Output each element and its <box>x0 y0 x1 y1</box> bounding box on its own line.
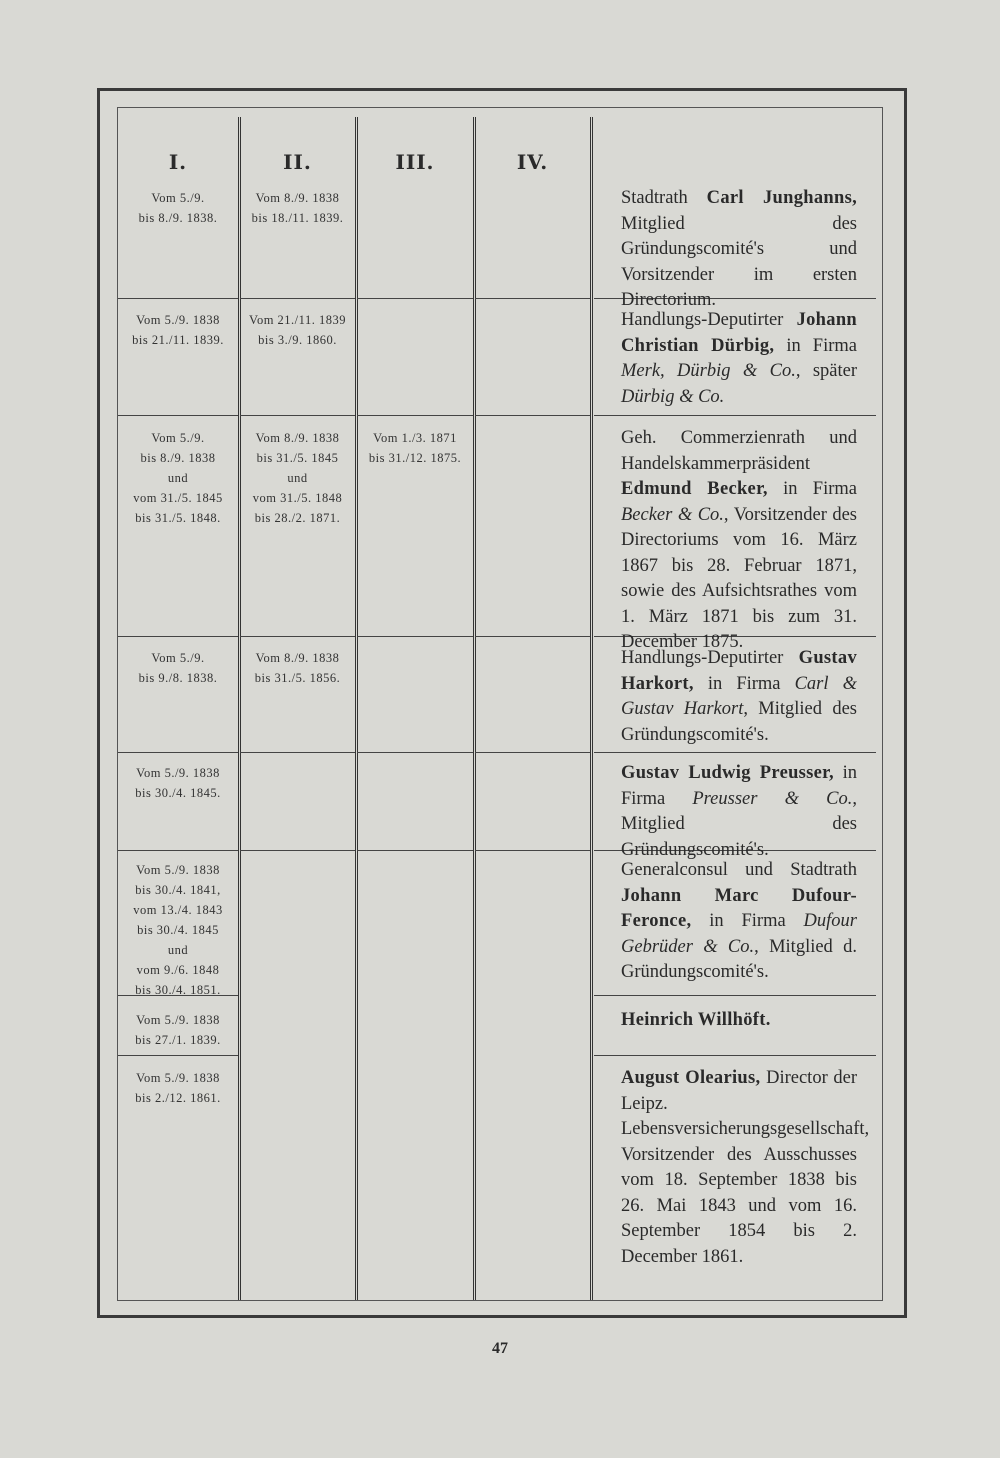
date-cell-col3: Vom 1./3. 1871 bis 31./12. 1875. <box>368 431 462 465</box>
person-description <box>621 761 857 863</box>
row-separator <box>240 850 355 851</box>
row-separator <box>118 636 238 637</box>
date-cell-col1: Vom 5./9. bis 8./9. 1838. <box>138 191 218 225</box>
person-description <box>621 858 857 986</box>
column-header-3: III. <box>395 150 435 174</box>
row-separator <box>357 298 473 299</box>
description-text: Merk, Dürbig & Co. <box>621 361 796 381</box>
date-cell-col1: Vom 5./9. 1838 bis 21./11. 1839. <box>132 313 224 347</box>
description-text: in Firma <box>774 335 857 356</box>
person-description <box>621 186 857 314</box>
person-name: Johann Marc Dufour-Feronce, <box>621 885 857 931</box>
row-separator <box>118 752 238 753</box>
row-separator <box>240 415 355 416</box>
person-name: August Olearius, <box>621 1068 761 1088</box>
column-header-1: I. <box>168 150 188 174</box>
description-text: in Firma <box>621 763 858 809</box>
person-description <box>621 308 857 410</box>
row-separator <box>118 1055 238 1056</box>
person-name: Carl Junghanns, <box>706 188 857 208</box>
date-cell-col1: Vom 5./9. bis 8./9. 1838 und vom 31./5. 1845 bis 31./5. 1848. <box>133 431 223 525</box>
date-cell-col1: Vom 5./9. bis 9./8. 1838. <box>138 651 218 685</box>
description-text: in Firma <box>767 479 857 499</box>
column-rule-3 <box>473 117 476 1300</box>
page-number: 47 <box>492 1340 508 1357</box>
description-text: in Firma <box>693 673 795 694</box>
person-description <box>621 646 857 748</box>
person-description <box>621 1008 857 1034</box>
description-text: Geh. Commerzienrath und Handelskammerpräsident <box>621 428 857 474</box>
description-text: Dufour Gebrüder & Co. <box>621 911 857 957</box>
person-name: Johann Christian Dürbig, <box>621 310 857 356</box>
description-text: Handlungs-Deputirter <box>621 648 799 668</box>
column-rule-4 <box>590 117 593 1300</box>
description-text: Mitglied des Gründungscomité's und Vorsitzender im ersten Directorium. <box>621 213 857 310</box>
row-separator <box>475 850 590 851</box>
date-cell-col1: Vom 5./9. 1838 bis 30./4. 1841, vom 13./4. 1843 bis 30./4. 1845 und vom 9./6. 1848 bis 30./4. 1851. <box>133 863 223 997</box>
person-description <box>621 426 857 656</box>
date-cell-col2: Vom 8./9. 1838 bis 18./11. 1839. <box>251 191 344 225</box>
row-separator <box>594 995 876 996</box>
date-cell-col1: Vom 5./9. 1838 bis 2./12. 1861. <box>135 1071 221 1105</box>
row-separator <box>475 415 590 416</box>
date-cell-col2: Vom 8./9. 1838 bis 31./5. 1856. <box>254 651 341 685</box>
row-separator <box>594 752 876 753</box>
row-separator <box>594 1055 876 1056</box>
date-cell-col1: Vom 5./9. 1838 bis 30./4. 1845. <box>135 766 221 800</box>
description-text: , später <box>795 361 857 381</box>
description-text: Preusser & Co. <box>692 788 853 809</box>
date-cell-col2: Vom 21./11. 1839 bis 3./9. 1860. <box>249 313 346 347</box>
row-separator <box>240 752 355 753</box>
description-text: , Mitglied des Gründungscomité's. <box>621 699 857 745</box>
column-rule-1 <box>238 117 241 1300</box>
row-separator <box>240 298 355 299</box>
description-text: Director der Leipz. Lebensversicherungsgesellschaft, Vorsitzender des Ausschusses vom 18. September 1838 bis 26. Mai 1843 und vom 16. September 1854 bis 2. December 1861. <box>621 1068 870 1267</box>
description-text: Dürbig & Co. <box>621 386 725 407</box>
description-text: Carl & Gustav Harkort <box>621 673 857 719</box>
person-name: Edmund Becker, <box>621 479 768 499</box>
row-separator <box>475 636 590 637</box>
description-text: Stadtrath <box>621 188 707 208</box>
column-rule-2 <box>355 117 358 1300</box>
column-header-2: II. <box>283 150 312 174</box>
row-separator <box>475 298 590 299</box>
row-separator <box>594 415 876 416</box>
date-cell-col1: Vom 5./9. 1838 bis 27./1. 1839. <box>135 1013 221 1047</box>
description-text: Generalconsul und Stadtrath <box>621 860 857 880</box>
description-text: Handlungs-Deputirter <box>621 310 797 330</box>
row-separator <box>357 752 473 753</box>
person-name: Gustav Ludwig Preusser, <box>621 763 834 783</box>
description-text: Becker & Co. <box>621 504 724 525</box>
column-header-4: IV. <box>516 150 549 174</box>
description-text: in Firma <box>691 911 804 931</box>
description-text: , Mitglied des Gründungscomité's. <box>621 788 857 860</box>
description-text: , Mitglied d. Gründungscomité's. <box>621 936 857 982</box>
row-separator <box>118 415 238 416</box>
description-text: , Vorsitzender des Directoriums vom 16. März 1867 bis 28. Februar 1871, sowie des Aufsichtsrathes vom 1. März 1871 bis zum 31. December 1875. <box>621 504 857 652</box>
row-separator <box>118 850 238 851</box>
row-separator <box>357 850 473 851</box>
row-separator <box>240 636 355 637</box>
person-name: Gustav Harkort, <box>621 648 857 694</box>
row-separator <box>357 636 473 637</box>
row-separator <box>357 415 473 416</box>
row-separator <box>118 298 238 299</box>
row-separator <box>475 752 590 753</box>
person-name: Heinrich Willhöft. <box>621 1010 771 1030</box>
date-cell-col2: Vom 8./9. 1838 bis 31./5. 1845 und vom 31./5. 1848 bis 28./2. 1871. <box>252 431 343 525</box>
person-description <box>621 1066 870 1270</box>
